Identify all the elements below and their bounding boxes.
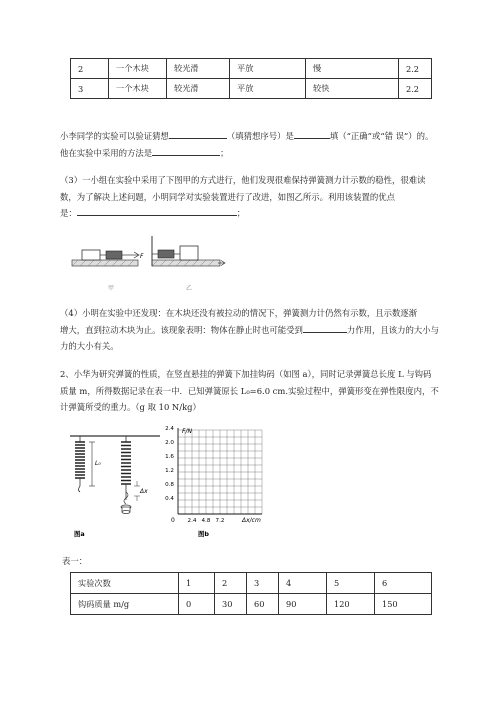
text: 是：: [60, 208, 77, 218]
table-cell: 1: [179, 573, 215, 594]
origin-label: 0: [171, 517, 175, 524]
table-cell: 3: [71, 79, 109, 99]
text: 力作用，且该力的大小与: [346, 324, 439, 335]
L0-label: L₀: [95, 460, 101, 467]
text: 2、小华为研究弹簧的性质，在竖直悬挂的弹簧下加挂钩码（如图 a），同时记录弹簧总长度 L 与钩码: [60, 369, 432, 379]
answer-blank[interactable]: [303, 322, 347, 333]
table-cell: 2.2: [399, 79, 432, 99]
spring-unloaded: [75, 436, 85, 492]
x-axis-label: Δx/cm: [242, 517, 261, 524]
y-tick-label: 2.0: [165, 440, 174, 446]
text: ；: [236, 208, 246, 218]
y-tick-label: 2.4: [165, 426, 174, 432]
plot-grid: [178, 430, 262, 514]
table-title: 表一：: [62, 556, 88, 566]
text: 填（“正确”或“错 误”）的。: [329, 131, 434, 141]
y-tick-label: 0.8: [165, 482, 174, 488]
y-tick-label: 1.2: [165, 468, 174, 474]
table-cell: 一个木块: [109, 79, 167, 99]
table-cell: 90: [279, 594, 327, 615]
table-cell: 120: [327, 594, 375, 615]
text: 质量 m，所得数据记录在表一中．已知弹簧原长 L₀=6.0 cm.实验过程中，弹簧形变在弹性限度内，不: [60, 385, 439, 396]
table-cell: 5: [327, 573, 375, 594]
answer-blank[interactable]: [294, 128, 330, 139]
figure-label-a: 甲: [108, 285, 115, 292]
text: ；: [220, 147, 229, 158]
force-extension-grid: [158, 424, 278, 546]
table-cell: 2: [71, 59, 109, 79]
text: 小李同学的实验可以验证猜想: [60, 131, 169, 141]
question-4: [60, 305, 445, 355]
table-row: [71, 594, 432, 615]
table-cell: 60: [247, 594, 279, 615]
table-cell: 钩码质量 m/g: [71, 594, 179, 615]
problem-2: [60, 366, 445, 416]
question-3: [60, 172, 445, 222]
table-row: [71, 573, 432, 594]
answer-blank[interactable]: [152, 145, 220, 156]
force-label: F: [140, 253, 144, 260]
apparatus-a: [72, 250, 144, 266]
y-tick-label: 0.4: [165, 496, 174, 502]
x-tick-label: 7.2: [215, 518, 225, 524]
table-cell: 6: [375, 573, 432, 594]
table-cell: 平放: [230, 79, 306, 99]
table-cell: 0: [179, 594, 215, 615]
text: （填猜想序号）是: [226, 131, 294, 141]
caption-figure-a: 图a: [74, 530, 85, 538]
text: 他在实验中采用的方法是: [60, 147, 153, 158]
apparatus-b: [152, 236, 225, 266]
table-cell: 平放: [230, 59, 306, 79]
x-tick-label: 2.4: [187, 518, 197, 524]
table-cell: 150: [375, 594, 432, 615]
text: 计弹簧所受的重力。（g 取 10 N/kg）: [60, 402, 201, 412]
text: 增大，直到拉动木块为止。该现象表明：物体在静止时也可能受到: [60, 324, 303, 335]
y-axis-label: F/N: [182, 428, 192, 435]
spring-loaded: [121, 436, 131, 514]
table-cell: 3: [247, 573, 279, 594]
figure-label-b: 乙: [186, 285, 193, 292]
table-cell: 30: [215, 594, 247, 615]
x-tick-label: 4.8: [201, 518, 211, 524]
caption-figure-b: 图b: [198, 530, 209, 538]
answer-blank[interactable]: [169, 128, 227, 139]
text: （4）小明在实验中还发现：在木块还没有被拉动的情况下，弹簧测力计仍然有示数，且示数逐渐: [60, 308, 418, 318]
y-tick-label: 1.6: [165, 454, 174, 460]
table-cell: 慢: [306, 59, 399, 79]
table-row: [71, 79, 432, 99]
table-cell: 实验次数: [71, 573, 179, 594]
table-experiment-continued: [70, 58, 432, 99]
text: 数，为了解决上述问题，小明同学对实验装置进行了改进，如图乙所示。利用该装置的优点: [60, 191, 395, 202]
question-verify: [60, 128, 445, 161]
table-cell: 4: [279, 573, 327, 594]
table-cell: 2.2: [399, 59, 432, 79]
table-row: [71, 59, 432, 79]
table-cell: 较光滑: [167, 59, 230, 79]
table-cell: 一个木块: [109, 59, 167, 79]
table-cell: 较快: [306, 79, 399, 99]
text: 力的大小有关。: [60, 341, 119, 351]
friction-apparatus-figure: [68, 232, 228, 298]
spring-figure-a: [68, 430, 163, 542]
table-1: [70, 572, 432, 615]
dx-label: Δx: [140, 488, 148, 495]
text: （3）一小组在实验中采用了下图甲的方式进行，他们发现很难保持弹簧测力计示数的稳性，很难读: [60, 175, 426, 185]
answer-blank[interactable]: [77, 205, 237, 216]
table-cell: 较光滑: [167, 79, 230, 99]
table-cell: 2: [215, 573, 247, 594]
